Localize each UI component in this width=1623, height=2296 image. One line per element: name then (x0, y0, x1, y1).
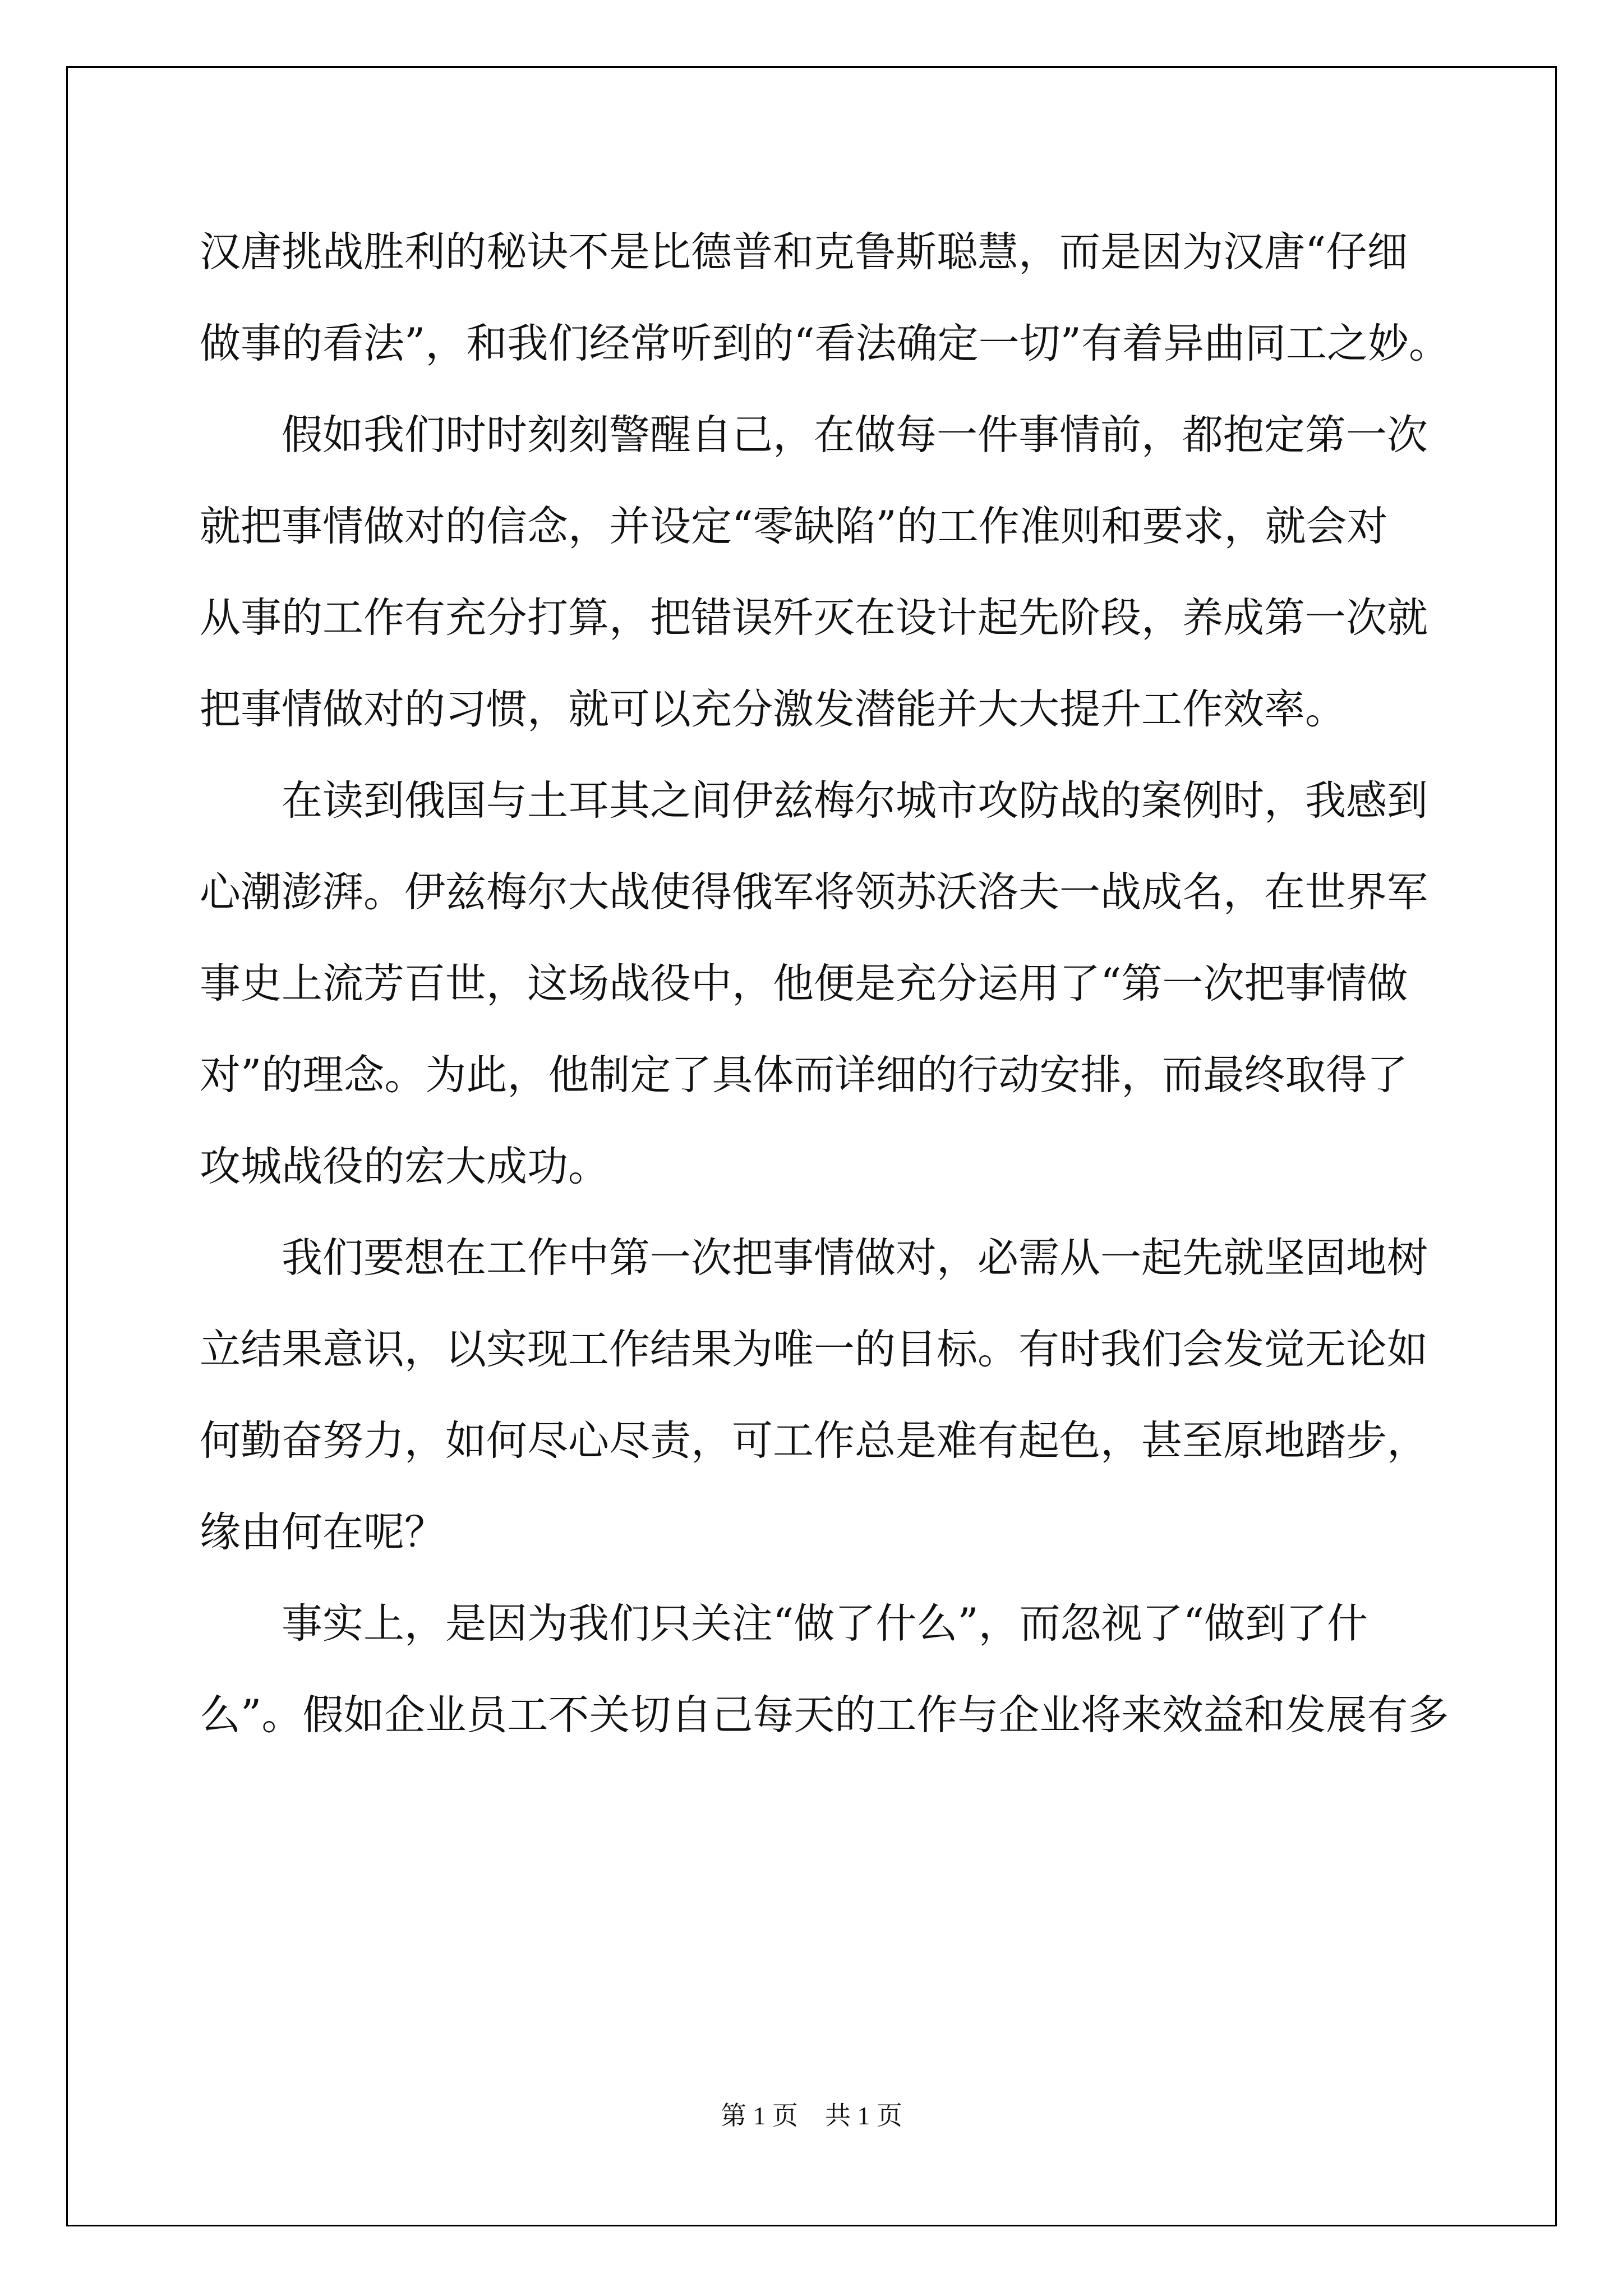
text-line-7: 在读到俄国与土耳其之间伊兹梅尔城市攻防战的案例时，我感到 (282, 777, 1428, 825)
text-line-6: 把事情做对的习惯，就可以充分激发潜能并大大提升工作效率。 (200, 685, 1346, 733)
text-line-17: 么”。假如企业员工不关切自己每天的工作与企业将来效益和发展有多 (200, 1691, 1449, 1739)
text-line-13: 立结果意识，以实现工作结果为唯一的目标。有时我们会发觉无论如 (200, 1326, 1428, 1373)
text-line-14: 何勤奋努力，如何尽心尽责，可工作总是难有起色，甚至原地踏步， (200, 1417, 1428, 1465)
text-line-10: 对”的理念。为此，他制定了具体而详细的行动安排，而最终取得了 (200, 1051, 1408, 1099)
text-line-15: 缘由何在呢？ (200, 1508, 445, 1556)
page-footer (0, 2099, 1623, 2133)
page-total: 共 1 页 (825, 2101, 902, 2130)
text-line-5: 从事的工作有充分打算，把错误歼灭在设计起先阶段，养成第一次就 (200, 594, 1428, 642)
document-body (200, 206, 1450, 1761)
text-line-9: 事史上流芳百世，这场战役中，他便是充分运用了“第一次把事情做 (200, 960, 1408, 1007)
text-line-3: 假如我们时时刻刻警醒自己，在做每一件事情前，都抱定第一次 (282, 411, 1428, 459)
text-line-11: 攻城战役的宏大成功。 (200, 1143, 609, 1190)
text-line-2: 做事的看法”，和我们经常听到的“看法确定一切”有着异曲同工之妙。 (200, 320, 1450, 367)
text-line-4: 就把事情做对的信念，并设定“零缺陷”的工作准则和要求，就会对 (200, 503, 1388, 550)
text-line-12: 我们要想在工作中第一次把事情做对，必需从一起先就坚固地树 (282, 1234, 1428, 1282)
text-line-1: 汉唐挑战胜利的秘诀不是比德普和克鲁斯聪慧，而是因为汉唐“仔细 (200, 228, 1408, 276)
text-line-8: 心潮澎湃。伊兹梅尔大战使得俄军将领苏沃洛夫一战成名，在世界军 (200, 868, 1428, 916)
page-number: 第 1 页 (721, 2101, 798, 2130)
text-line-16: 事实上，是因为我们只关注“做了什么”，而忽视了“做到了什 (282, 1600, 1368, 1648)
